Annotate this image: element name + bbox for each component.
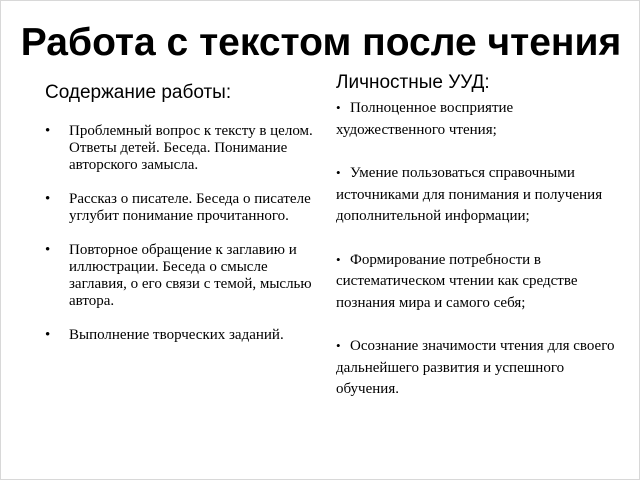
personal-uud-item (336, 335, 621, 401)
personal-uud-column (336, 71, 621, 422)
personal-uud-heading: Личностные УУД: (336, 72, 490, 93)
work-content-item (45, 191, 317, 225)
personal-uud-item-text: Полноценное восприятие художественного чтения; (336, 100, 514, 138)
work-content-item-text: Повторное обращение к заглавию и иллюстрации. Беседа о смысле заглавия, о его связи с темой, мыслью автора. (69, 242, 312, 309)
work-content-list (45, 123, 317, 344)
bullet-icon: • (45, 191, 51, 207)
work-content-item (45, 123, 317, 174)
personal-uud-item-text: Умение пользоваться справочными источниками для понимания и получения дополнительной информации; (336, 165, 603, 224)
slide-title: Работа с текстом после чтения (20, 21, 622, 64)
bullet-icon: • (336, 251, 341, 267)
work-content-item (45, 242, 317, 310)
bullet-icon: • (45, 327, 51, 343)
personal-uud-item-text: Формирование потребности в систематическом чтении как средстве познания мира и самого себя; (336, 251, 578, 311)
bullet-icon: • (336, 165, 341, 180)
bullet-icon: • (45, 123, 51, 139)
personal-uud-item (336, 249, 621, 315)
bullet-icon: • (45, 242, 51, 258)
personal-uud-item (336, 97, 621, 141)
personal-uud-item (336, 162, 621, 228)
work-content-column (45, 81, 317, 361)
work-content-item-text: Проблемный вопрос к тексту в целом. Ответы детей. Беседа. Понимание авторского замысла. (69, 123, 313, 173)
bullet-icon: • (336, 338, 341, 353)
work-content-heading: Содержание работы: (45, 82, 232, 103)
work-content-item-text: Рассказ о писателе. Беседа о писателе углубит понимание прочитанного. (69, 191, 311, 224)
bullet-icon: • (336, 100, 341, 115)
work-content-item (45, 327, 317, 344)
personal-uud-item-text: Осознание значимости чтения для своего дальнейшего развития и успешного обучения. (336, 338, 615, 397)
work-content-item-text: Выполнение творческих заданий. (69, 327, 284, 343)
